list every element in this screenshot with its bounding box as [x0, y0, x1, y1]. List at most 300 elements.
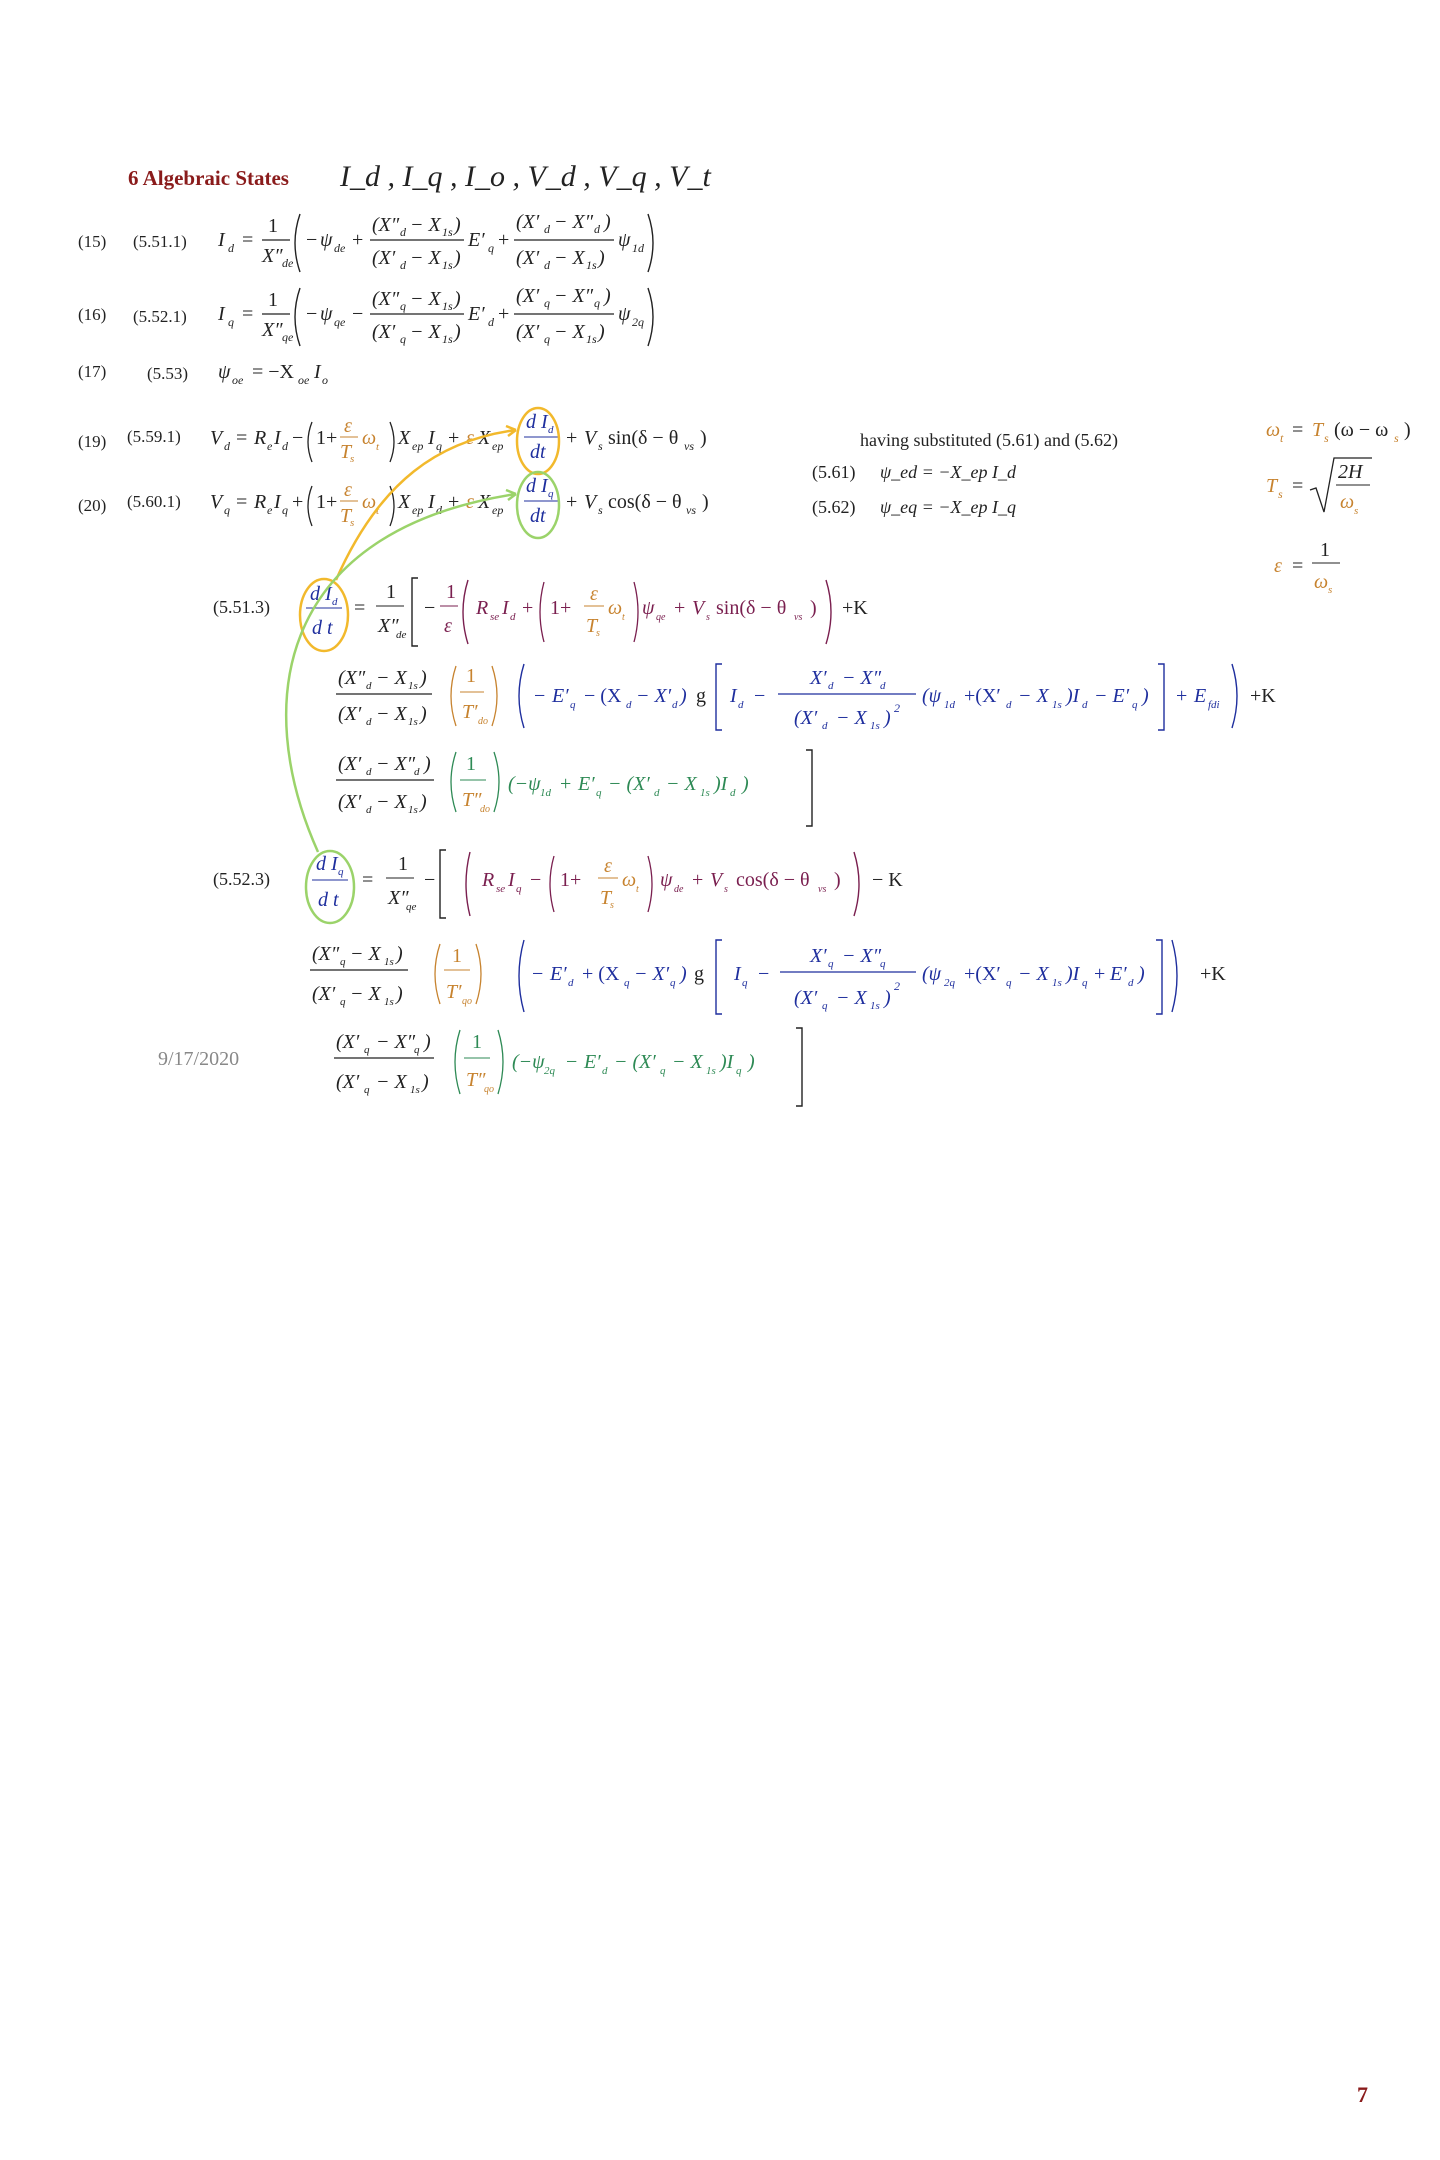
svg-text:s: s	[706, 612, 710, 623]
svg-text:1+: 1+	[560, 869, 582, 891]
svg-text:): )	[424, 753, 431, 775]
svg-text:ep: ep	[412, 503, 424, 517]
svg-text:− X: − X	[410, 321, 441, 343]
svg-text:): )	[454, 247, 461, 269]
svg-text:E′: E′	[468, 303, 485, 325]
page-number: 7	[1357, 2082, 1368, 2107]
svg-text:− X: − X	[376, 1071, 407, 1093]
svg-text:− X: − X	[350, 983, 381, 1005]
svg-text:− (X: − (X	[584, 685, 622, 707]
svg-text:g: g	[696, 685, 706, 707]
svg-text:(X′: (X′	[794, 707, 818, 729]
equation-5-53	[218, 361, 328, 387]
svg-text:q: q	[516, 883, 522, 895]
svg-text:d: d	[488, 315, 494, 329]
svg-text:−: −	[566, 1051, 578, 1073]
eq-tag: (20)	[78, 496, 107, 515]
svg-text:t: t	[622, 612, 625, 623]
svg-text:+: +	[566, 491, 578, 513]
svg-text:+: +	[498, 229, 510, 251]
svg-text:)I: )I	[1066, 963, 1080, 985]
svg-text:R: R	[254, 427, 267, 449]
svg-text:d: d	[436, 503, 442, 517]
svg-text:T″: T″	[462, 789, 482, 811]
svg-text:− X: − X	[410, 214, 441, 236]
svg-text:I: I	[274, 427, 281, 449]
svg-text:): )	[454, 288, 461, 310]
svg-text:T: T	[340, 441, 352, 463]
svg-text:I: I	[314, 361, 321, 383]
slide-date: 9/17/2020	[158, 1048, 240, 1070]
svg-text:+: +	[674, 597, 686, 619]
svg-text:X: X	[398, 491, 411, 513]
svg-text:q: q	[544, 332, 550, 346]
svg-text:T: T	[340, 505, 352, 527]
svg-text:2: 2	[894, 701, 900, 715]
svg-text:ψ: ψ	[320, 303, 333, 325]
svg-text:d: d	[626, 699, 632, 711]
svg-text:2: 2	[894, 979, 900, 993]
svg-text:X′: X′	[810, 667, 827, 689]
svg-text:− X: − X	[1018, 685, 1049, 707]
svg-text:): )	[396, 943, 403, 965]
svg-text:q: q	[364, 1084, 370, 1096]
equation-5-59-1	[210, 411, 707, 465]
section-title: 6 Algebraic States	[128, 166, 289, 190]
svg-text:I: I	[218, 229, 225, 251]
svg-text:1s: 1s	[442, 332, 453, 346]
svg-text:(X′: (X′	[338, 791, 362, 813]
svg-text:)I: )I	[714, 773, 728, 795]
equation-5-52-3-term-3	[334, 1028, 802, 1106]
svg-text:): )	[680, 685, 687, 707]
svg-text:ep: ep	[492, 503, 504, 517]
svg-text:ω: ω	[1266, 419, 1281, 441]
svg-text:q: q	[742, 977, 748, 989]
svg-text:X″: X″	[262, 245, 283, 267]
svg-text:s: s	[1278, 487, 1283, 501]
svg-text:)I: )I	[1066, 685, 1080, 707]
svg-text:+: +	[692, 869, 704, 891]
svg-text:1+: 1+	[316, 491, 338, 513]
svg-text:1+: 1+	[550, 597, 572, 619]
svg-text:1: 1	[446, 581, 456, 603]
svg-text:do: do	[480, 804, 490, 815]
svg-text:1s: 1s	[384, 996, 394, 1008]
svg-text:−: −	[424, 597, 436, 619]
svg-text:−: −	[306, 229, 318, 251]
svg-text:d I: d I	[310, 583, 332, 605]
svg-text:X″: X″	[388, 887, 409, 909]
svg-text:(X″: (X″	[338, 667, 366, 689]
svg-text:e: e	[267, 439, 273, 453]
svg-text:T: T	[586, 615, 598, 637]
svg-text:): )	[702, 491, 709, 513]
equation-5-51-3	[306, 578, 868, 646]
svg-text:): )	[420, 703, 427, 725]
svg-text:1s: 1s	[586, 258, 597, 272]
equation-5-60-1	[210, 475, 709, 529]
svg-text:V: V	[710, 869, 723, 891]
svg-text:q: q	[596, 787, 602, 799]
svg-text:E′: E′	[1110, 963, 1127, 985]
svg-text:(−ψ: (−ψ	[512, 1051, 545, 1073]
svg-text:s: s	[1328, 584, 1333, 596]
svg-text:− X: − X	[376, 703, 407, 725]
svg-text:1d: 1d	[944, 699, 955, 711]
svg-text:− X″: − X″	[376, 1031, 416, 1053]
svg-text:− X: − X	[554, 247, 585, 269]
svg-text:s: s	[350, 453, 355, 465]
svg-text:vs: vs	[684, 439, 694, 453]
svg-text:(X″: (X″	[372, 214, 400, 236]
svg-text:ω: ω	[362, 427, 377, 449]
svg-text:=: =	[236, 427, 248, 449]
svg-text:s: s	[1354, 505, 1359, 517]
svg-text:− X: − X	[376, 791, 407, 813]
svg-text:d: d	[510, 611, 516, 623]
svg-text:=: =	[242, 303, 254, 325]
eq-tag: (15)	[78, 232, 107, 251]
svg-text:q: q	[880, 958, 886, 970]
svg-text:d: d	[400, 258, 406, 272]
svg-text:2q: 2q	[632, 315, 644, 329]
svg-text:de: de	[282, 256, 294, 270]
svg-text:1s: 1s	[1052, 977, 1062, 989]
svg-text:qo: qo	[484, 1084, 494, 1095]
svg-text:d: d	[544, 222, 550, 236]
svg-text:− X″: − X″	[554, 211, 594, 233]
svg-text:vs: vs	[686, 503, 696, 517]
svg-text:q: q	[340, 996, 346, 1008]
eq-tag: (16)	[78, 305, 107, 324]
svg-text:ε: ε	[466, 427, 474, 449]
svg-text:+: +	[292, 491, 304, 513]
svg-text:X″: X″	[378, 615, 399, 637]
svg-text:d: d	[414, 766, 420, 778]
svg-text:+: +	[448, 427, 460, 449]
svg-text:q: q	[338, 866, 344, 878]
svg-text:1: 1	[466, 753, 476, 775]
svg-text:d: d	[828, 680, 834, 692]
svg-text:=: =	[1292, 555, 1304, 577]
svg-text:s: s	[350, 517, 355, 529]
svg-text:d: d	[1006, 699, 1012, 711]
svg-text:d: d	[366, 716, 372, 728]
svg-text:=: =	[236, 491, 248, 513]
equation-5-52-3-term-2	[310, 940, 1226, 1014]
svg-text:T: T	[1312, 419, 1324, 441]
svg-text:ψ: ψ	[218, 361, 231, 383]
svg-text:1s: 1s	[442, 258, 453, 272]
svg-text:− X′: − X′	[634, 963, 670, 985]
svg-text:+K: +K	[1200, 963, 1226, 985]
svg-text:): )	[396, 983, 403, 1005]
svg-text:q: q	[340, 956, 346, 968]
svg-text:ep: ep	[492, 439, 504, 453]
svg-text:o: o	[322, 373, 328, 387]
svg-text:1s: 1s	[442, 299, 453, 313]
eq-tag: (19)	[78, 432, 107, 451]
svg-text:−: −	[534, 685, 546, 707]
svg-text:− (X′: − (X′	[614, 1051, 656, 1073]
svg-text:ψ: ψ	[618, 229, 631, 251]
svg-text:): )	[884, 707, 891, 729]
svg-text:E′: E′	[550, 963, 567, 985]
definition-epsilon	[1274, 539, 1340, 596]
svg-text:=: =	[1292, 475, 1304, 497]
svg-text:− X″: − X″	[842, 667, 882, 689]
svg-text:d: d	[738, 699, 744, 711]
svg-text:− X: − X	[410, 247, 441, 269]
svg-text:− X″: − X″	[554, 285, 594, 307]
svg-text:+K: +K	[1250, 685, 1276, 707]
svg-text:−: −	[424, 869, 436, 891]
svg-text:V: V	[692, 597, 705, 619]
algebraic-state-list: I_d , I_q , I_o , V_d , V_q , V_t	[340, 160, 711, 193]
svg-text:d: d	[654, 787, 660, 799]
svg-text:s: s	[1394, 431, 1399, 445]
svg-text:): )	[420, 667, 427, 689]
svg-text:1s: 1s	[408, 804, 418, 816]
svg-text:ω: ω	[622, 869, 637, 891]
svg-text:−: −	[352, 303, 364, 325]
svg-text:1s: 1s	[700, 787, 710, 799]
svg-text:q: q	[594, 296, 600, 310]
svg-text:=: =	[354, 597, 366, 619]
svg-text:ω: ω	[1340, 491, 1355, 513]
svg-text:(X′: (X′	[516, 247, 540, 269]
svg-text:+K: +K	[842, 597, 868, 619]
svg-text:d t: d t	[312, 617, 333, 639]
svg-text:(X′: (X′	[516, 211, 540, 233]
equation-5-51-1	[217, 211, 653, 272]
svg-text:ε: ε	[344, 415, 352, 437]
svg-text:q: q	[736, 1065, 742, 1077]
svg-text:1: 1	[452, 945, 462, 967]
eq-ref: (5.59.1)	[127, 427, 181, 446]
svg-text:1s: 1s	[442, 225, 453, 239]
equation-5-52-1	[217, 285, 653, 346]
svg-text:q: q	[436, 439, 442, 453]
svg-text:− X: − X	[666, 773, 697, 795]
svg-text:d: d	[366, 680, 372, 692]
svg-text:): )	[604, 211, 611, 233]
svg-text:d t: d t	[318, 889, 339, 911]
svg-text:(X′: (X′	[338, 753, 362, 775]
svg-text:− X: − X	[1018, 963, 1049, 985]
definition-Ts	[1266, 458, 1372, 517]
svg-text:T: T	[600, 887, 612, 909]
svg-text:q: q	[400, 299, 406, 313]
svg-text:s: s	[610, 900, 614, 911]
svg-text:+ (X: + (X	[582, 963, 620, 985]
svg-text:): )	[424, 1031, 431, 1053]
svg-text:ψ: ψ	[618, 303, 631, 325]
svg-text:E′: E′	[552, 685, 569, 707]
svg-text:qe: qe	[656, 612, 666, 623]
svg-text:+(X′: +(X′	[964, 963, 1001, 985]
svg-text:− (X′: − (X′	[608, 773, 650, 795]
svg-text:): )	[748, 1051, 755, 1073]
svg-text:1s: 1s	[1052, 699, 1062, 711]
svg-text:de: de	[334, 241, 346, 255]
eq-ref: (5.60.1)	[127, 492, 181, 511]
svg-text:1: 1	[398, 853, 408, 875]
svg-text:1s: 1s	[586, 332, 597, 346]
svg-text:): )	[598, 321, 605, 343]
svg-text:= −X: = −X	[252, 361, 295, 383]
svg-text:− X: − X	[672, 1051, 703, 1073]
svg-text:do: do	[478, 716, 488, 727]
svg-text:d: d	[548, 424, 554, 436]
svg-text:q: q	[228, 315, 234, 329]
svg-text:de: de	[396, 629, 407, 641]
svg-text:ε: ε	[466, 491, 474, 513]
svg-text:−: −	[306, 303, 318, 325]
svg-text:ω: ω	[608, 597, 623, 619]
svg-text:d: d	[822, 720, 828, 732]
svg-text:): )	[454, 321, 461, 343]
svg-text:+: +	[352, 229, 364, 251]
svg-text:ε: ε	[1274, 555, 1282, 577]
svg-text:+: +	[560, 773, 572, 795]
svg-text:I: I	[734, 963, 741, 985]
svg-text:): )	[598, 247, 605, 269]
svg-text:s: s	[596, 628, 600, 639]
svg-text:V: V	[210, 427, 223, 449]
svg-text:d: d	[366, 804, 372, 816]
svg-text:q: q	[488, 241, 494, 255]
svg-text:): )	[680, 963, 687, 985]
svg-text:q: q	[282, 503, 288, 517]
svg-text:d: d	[880, 680, 886, 692]
svg-text:E′: E′	[578, 773, 595, 795]
svg-text:): )	[604, 285, 611, 307]
svg-text:s: s	[1324, 431, 1329, 445]
svg-text:T: T	[1266, 475, 1278, 497]
svg-text:(X″: (X″	[312, 943, 340, 965]
svg-text:s: s	[724, 884, 728, 895]
svg-text:q: q	[1132, 699, 1138, 711]
svg-text:ep: ep	[412, 439, 424, 453]
svg-text:q: q	[624, 977, 630, 989]
svg-text:X′: X′	[810, 945, 827, 967]
eq-ref: (5.51.1)	[133, 232, 187, 251]
svg-text:+: +	[1176, 685, 1188, 707]
svg-text:qo: qo	[462, 996, 472, 1007]
svg-text:X: X	[478, 491, 491, 513]
svg-text:− X: − X	[836, 707, 867, 729]
svg-text:sin(δ − θ: sin(δ − θ	[716, 597, 787, 619]
svg-text:(X′: (X′	[336, 1031, 360, 1053]
svg-text:1s: 1s	[706, 1065, 716, 1077]
svg-text:): )	[700, 427, 707, 449]
svg-text:d: d	[332, 596, 338, 608]
svg-text:−: −	[530, 869, 542, 891]
svg-text:d: d	[568, 977, 574, 989]
svg-text:d: d	[602, 1065, 608, 1077]
svg-text:q: q	[1082, 977, 1088, 989]
svg-text:d: d	[594, 222, 600, 236]
highlight-annotations	[286, 408, 559, 923]
svg-text:T′: T′	[462, 701, 478, 723]
svg-text:R: R	[254, 491, 267, 513]
svg-text:ψ: ψ	[660, 869, 673, 891]
svg-text:q: q	[822, 1000, 828, 1012]
substitution-note: having substituted (5.61) and (5.62)	[860, 430, 1118, 450]
svg-text:d: d	[730, 787, 736, 799]
svg-text:I: I	[428, 491, 435, 513]
svg-text:E: E	[1194, 685, 1207, 707]
svg-text:e: e	[267, 503, 273, 517]
svg-text:− X: − X	[836, 987, 867, 1009]
svg-text:T″: T″	[466, 1069, 486, 1091]
svg-text:(X′: (X′	[516, 285, 540, 307]
svg-text:−: −	[292, 427, 304, 449]
svg-text:V: V	[584, 491, 597, 513]
svg-text:sin(δ − θ: sin(δ − θ	[608, 427, 679, 449]
svg-text:d: d	[1082, 699, 1088, 711]
svg-text:R: R	[482, 869, 495, 891]
svg-text:cos(δ − θ: cos(δ − θ	[608, 491, 682, 513]
svg-text:q: q	[400, 332, 406, 346]
svg-text:2H: 2H	[1338, 461, 1363, 483]
svg-text:=: =	[1292, 419, 1304, 441]
svg-text:E′: E′	[584, 1051, 601, 1073]
svg-text:(ψ: (ψ	[922, 685, 942, 707]
svg-text:q: q	[414, 1044, 420, 1056]
svg-text:− X: − X	[554, 321, 585, 343]
svg-text:− X: − X	[410, 288, 441, 310]
svg-text:(X′: (X′	[372, 247, 396, 269]
svg-text:2q: 2q	[944, 977, 955, 989]
svg-text:1s: 1s	[410, 1084, 420, 1096]
svg-text:d: d	[282, 439, 288, 453]
svg-text:): )	[834, 869, 841, 891]
svg-text:− K: − K	[872, 869, 903, 891]
svg-text:g: g	[694, 963, 704, 985]
svg-text:(X′: (X′	[516, 321, 540, 343]
svg-text:oe: oe	[232, 373, 244, 387]
svg-text:de: de	[674, 884, 684, 895]
svg-text:): )	[1142, 685, 1149, 707]
svg-text:)I: )I	[720, 1051, 734, 1073]
svg-text:d: d	[1128, 977, 1134, 989]
svg-text:T′: T′	[446, 981, 462, 1003]
svg-text:(ω − ω: (ω − ω	[1334, 419, 1389, 441]
svg-text:ε: ε	[344, 479, 352, 501]
svg-text:q: q	[660, 1065, 666, 1077]
svg-text:1d: 1d	[540, 787, 551, 799]
svg-text:+: +	[448, 491, 460, 513]
equation-5-51-3-term-2	[336, 664, 1276, 732]
svg-text:2q: 2q	[544, 1065, 555, 1077]
svg-text:ε: ε	[444, 615, 452, 637]
svg-text:I: I	[218, 303, 225, 325]
eq-ref: (5.53)	[147, 364, 189, 383]
svg-text:): )	[422, 1071, 429, 1093]
svg-text:): )	[454, 214, 461, 236]
svg-text:d I: d I	[526, 475, 548, 497]
svg-text:1s: 1s	[408, 716, 418, 728]
svg-text:V: V	[210, 491, 223, 513]
svg-text:X: X	[478, 427, 491, 449]
svg-text:t: t	[1280, 431, 1284, 445]
svg-text:s: s	[598, 503, 603, 517]
svg-text:+: +	[498, 303, 510, 325]
svg-text:t: t	[376, 441, 380, 453]
